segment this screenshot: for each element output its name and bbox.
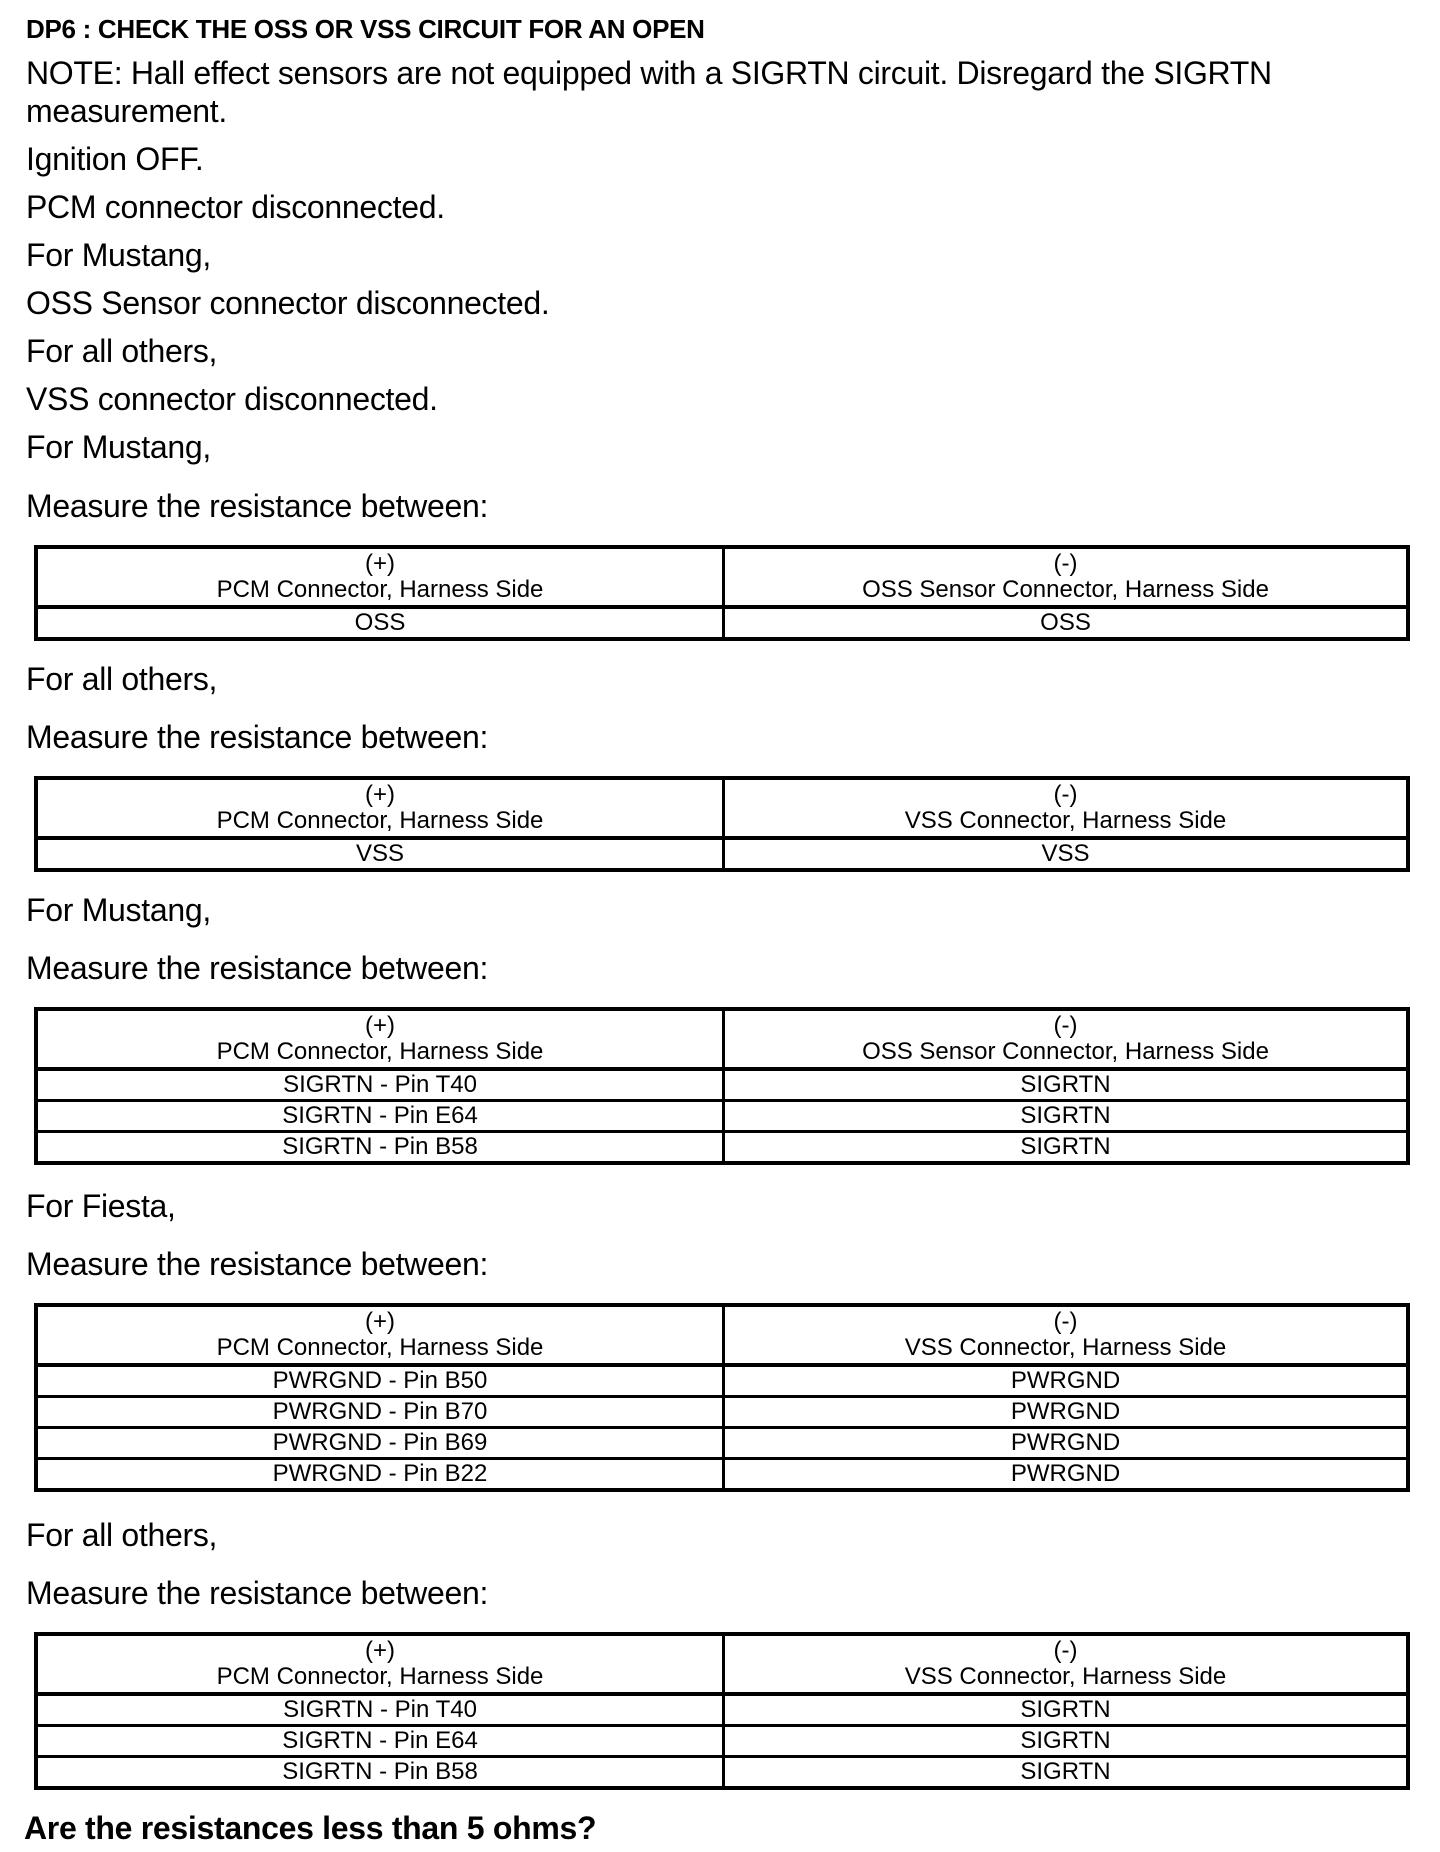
measure-label: Measure the resistance between:	[26, 1575, 489, 1611]
section-intro: For all others,	[26, 661, 218, 697]
section-intro: For Fiesta,	[26, 1188, 176, 1224]
header-positive: (+) PCM Connector, Harness Side	[36, 1305, 724, 1365]
header-negative: (-) OSS Sensor Connector, Harness Side	[724, 547, 1409, 607]
table-row: SIGRTN - Pin T40 SIGRTN	[36, 1694, 1408, 1726]
measurement-table-mustang-sigrtn	[34, 1007, 1410, 1165]
table-row: PWRGND - Pin B50 PWRGND	[36, 1365, 1408, 1397]
header-positive: (+) PCM Connector, Harness Side	[36, 778, 724, 838]
step-text: For Mustang,	[26, 429, 211, 465]
table-row: PWRGND - Pin B22 PWRGND	[36, 1459, 1408, 1491]
note-text: NOTE: Hall effect sensors are not equipped with a SIGRTN circuit. Disregard the SIGRTN	[26, 55, 1272, 91]
measure-label: Measure the resistance between:	[26, 1246, 489, 1282]
page-title: DP6 : CHECK THE OSS OR VSS CIRCUIT FOR AN OPEN	[26, 14, 705, 44]
table-row: VSS VSS	[36, 838, 1408, 870]
header-positive: (+) PCM Connector, Harness Side	[36, 1009, 724, 1069]
measure-label: Measure the resistance between:	[26, 719, 489, 755]
step-text: OSS Sensor connector disconnected.	[26, 285, 550, 321]
measurement-table-others-sigrtn	[34, 1632, 1410, 1790]
table-row: PWRGND - Pin B70 PWRGND	[36, 1397, 1408, 1428]
header-positive: (+) PCM Connector, Harness Side	[36, 1634, 724, 1694]
table-row: SIGRTN - Pin B58 SIGRTN	[36, 1132, 1408, 1164]
step-text: For all others,	[26, 333, 218, 369]
header-negative: (-) VSS Connector, Harness Side	[724, 1305, 1409, 1365]
section-intro: For all others,	[26, 1517, 218, 1553]
table-row: SIGRTN - Pin B58 SIGRTN	[36, 1757, 1408, 1789]
header-positive: (+) PCM Connector, Harness Side	[36, 547, 724, 607]
header-negative: (-) OSS Sensor Connector, Harness Side	[724, 1009, 1409, 1069]
measurement-table-vss	[34, 776, 1410, 872]
header-negative: (-) VSS Connector, Harness Side	[724, 778, 1409, 838]
step-text: For Mustang,	[26, 237, 211, 273]
table-row: SIGRTN - Pin E64 SIGRTN	[36, 1101, 1408, 1132]
table-row: OSS OSS	[36, 607, 1408, 639]
measure-label: Measure the resistance between:	[26, 950, 489, 986]
section-intro: For Mustang,	[26, 892, 211, 928]
step-text: VSS connector disconnected.	[26, 381, 438, 417]
step-text: Ignition OFF.	[26, 141, 204, 177]
header-negative: (-) VSS Connector, Harness Side	[724, 1634, 1409, 1694]
table-row: PWRGND - Pin B69 PWRGND	[36, 1428, 1408, 1459]
question-text: Are the resistances less than 5 ohms?	[24, 1810, 597, 1846]
table-row: SIGRTN - Pin E64 SIGRTN	[36, 1726, 1408, 1757]
measurement-table-oss	[34, 545, 1410, 641]
table-row: SIGRTN - Pin T40 SIGRTN	[36, 1069, 1408, 1101]
note-text-cont: measurement.	[26, 93, 227, 129]
step-text: PCM connector disconnected.	[26, 189, 445, 225]
measure-label: Measure the resistance between:	[26, 488, 489, 524]
measurement-table-fiesta-pwrgnd	[34, 1303, 1410, 1492]
